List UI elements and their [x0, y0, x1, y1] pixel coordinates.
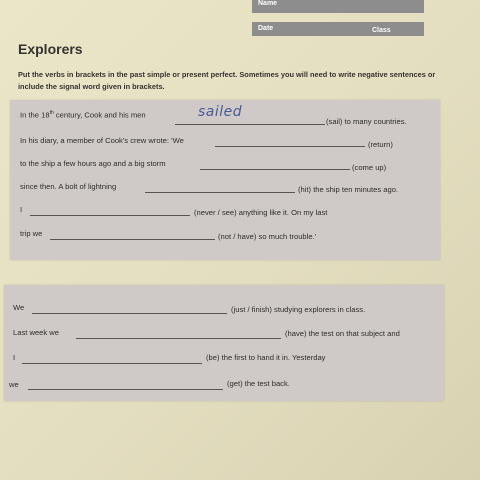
exercise-line: We [13, 303, 25, 312]
exercise-box-1 [10, 100, 440, 260]
answer-blank[interactable] [30, 215, 190, 216]
exercise-line: In the 18th century, Cook and his men [20, 110, 146, 120]
verb-hint: (not / have) so much trouble.' [218, 232, 317, 241]
exercise-line: we [9, 380, 19, 389]
answer-blank[interactable] [22, 363, 202, 364]
exercise-line: Last week we [13, 328, 60, 337]
verb-hint: (never / see) anything like it. On my last [194, 208, 328, 217]
name-label: Name [258, 0, 278, 7]
exercise-line: I [20, 205, 23, 214]
answer-blank[interactable] [50, 239, 215, 240]
verb-hint: (get) the test back. [227, 379, 290, 388]
answer-blank[interactable] [215, 146, 365, 147]
verb-hint: (just / finish) studying explorers in class. [231, 305, 366, 314]
verb-hint: (come up) [352, 163, 387, 172]
verb-hint: (have) the test on that subject and [285, 329, 400, 338]
answer-blank[interactable] [200, 169, 350, 170]
handwritten-answer: sailed [198, 104, 243, 120]
exercise-line: since then. A bolt of lightning [20, 182, 117, 191]
verb-hint: (sail) to many countries. [326, 117, 407, 126]
page-title: Explorers [18, 41, 83, 57]
answer-blank[interactable] [145, 192, 295, 193]
date-class-field[interactable] [252, 22, 424, 36]
date-label: Date [258, 25, 274, 32]
verb-hint: (return) [368, 140, 393, 149]
exercise-line: trip we [20, 229, 43, 238]
exercise-box-2 [4, 285, 444, 401]
exercise-line: I [13, 353, 16, 362]
exercise-line: In his diary, a member of Cook's crew wrote: 'We [20, 136, 184, 145]
answer-blank[interactable] [28, 389, 223, 390]
verb-hint: (hit) the ship ten minutes ago. [298, 185, 399, 194]
instructions: Put the verbs in brackets in the past simple or present perfect. Sometimes you will need to write negative sentences or include the signal word given in brackets. [18, 70, 436, 91]
answer-blank[interactable] [175, 124, 325, 125]
name-field[interactable] [252, 0, 424, 13]
class-label: Class [372, 27, 391, 34]
answer-blank[interactable] [76, 338, 281, 339]
answer-blank[interactable] [32, 313, 227, 314]
exercise-line: to the ship a few hours ago and a big storm [20, 159, 166, 168]
verb-hint: (be) the first to hand it in. Yesterday [206, 353, 326, 362]
